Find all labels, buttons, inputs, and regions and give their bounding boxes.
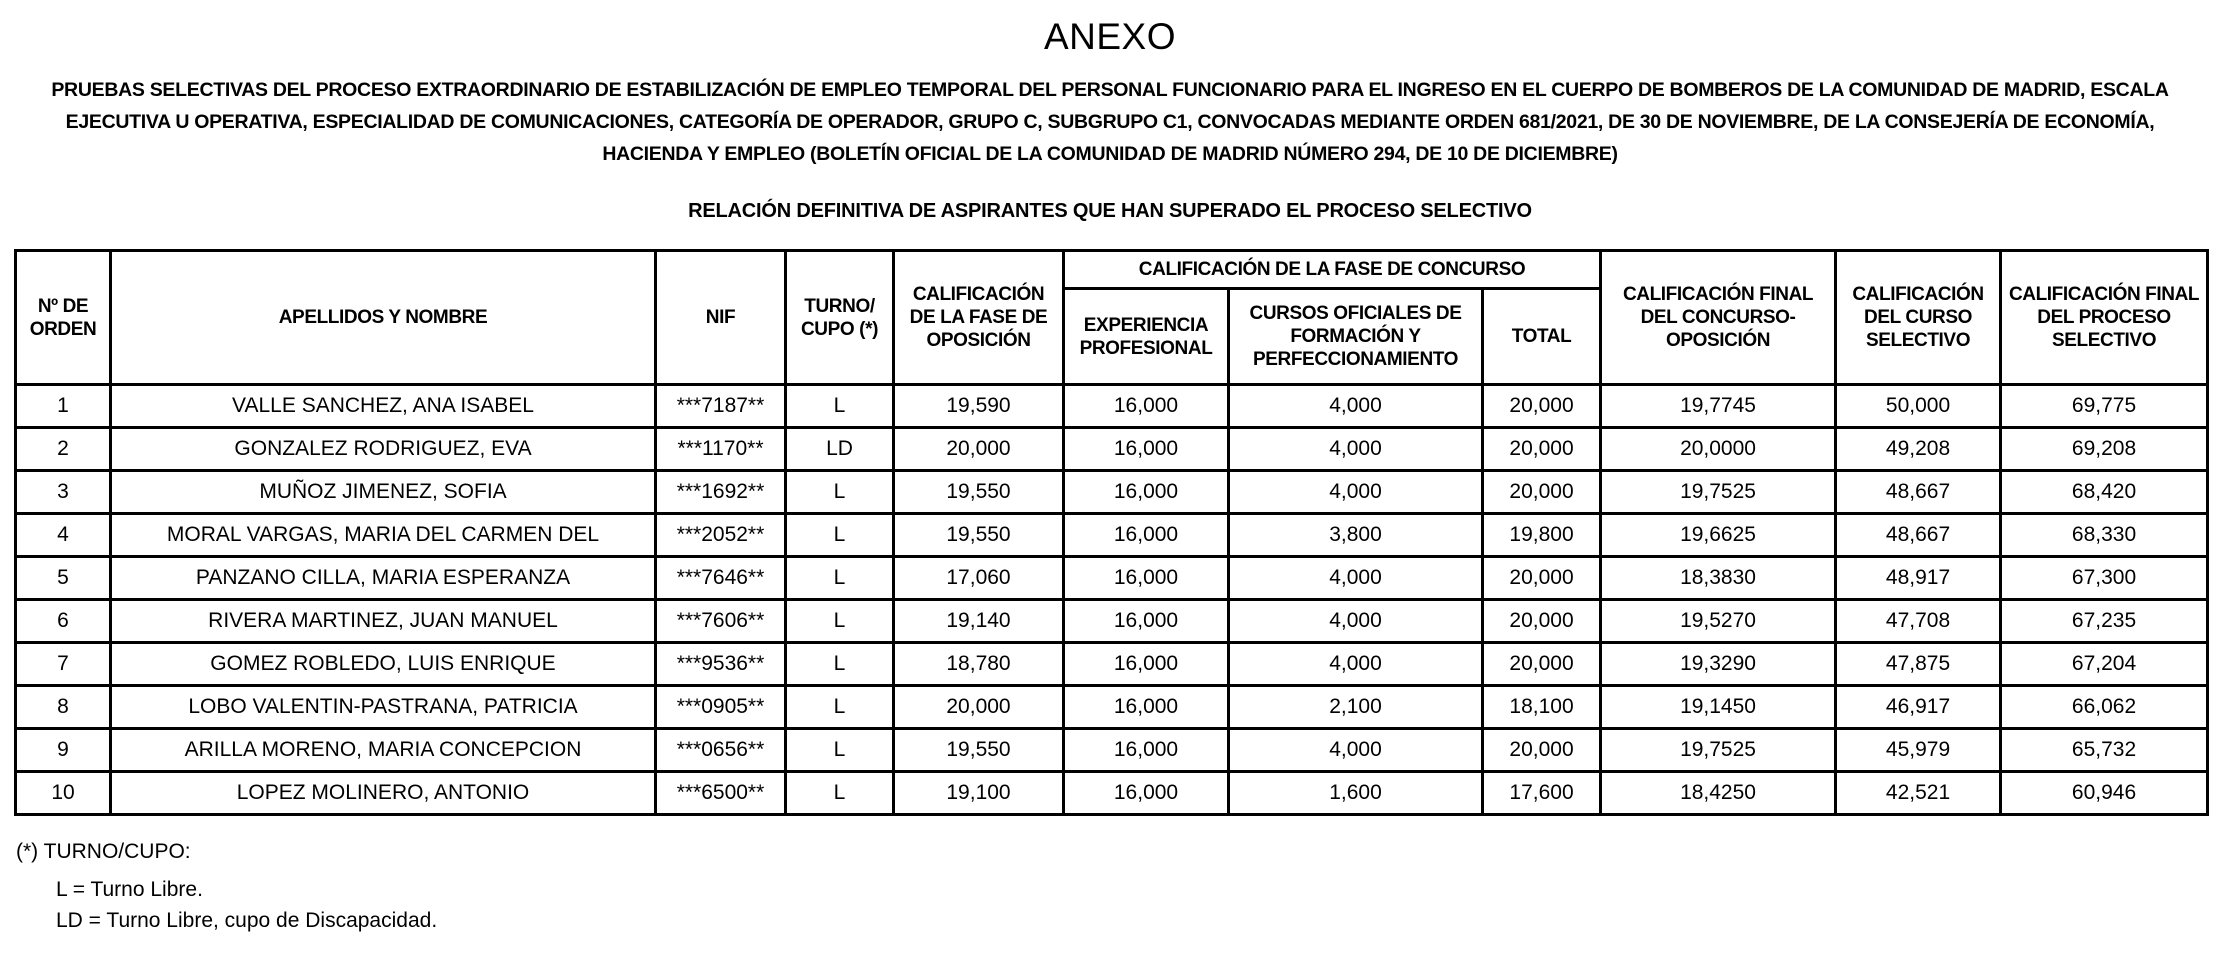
cell-curso-selectivo: 47,708	[1836, 600, 2001, 643]
cell-cursos: 4,000	[1229, 385, 1483, 428]
header-turno: TURNO/ CUPO (*)	[786, 251, 894, 385]
footnote-item-ld: LD = Turno Libre, cupo de Discapacidad.	[56, 909, 438, 932]
cell-total: 19,800	[1483, 514, 1601, 557]
header-final-concurso: CALIFICACIÓN FINAL DEL CONCURSO- OPOSICIÓN	[1601, 251, 1836, 385]
cell-turno: L	[786, 557, 894, 600]
results-table	[14, 249, 2209, 816]
cell-order: 6	[16, 600, 111, 643]
cell-order: 7	[16, 643, 111, 686]
cell-final-concurso: 19,7525	[1601, 471, 1836, 514]
cell-turno: L	[786, 729, 894, 772]
header-cursos: CURSOS OFICIALES DE FORMACIÓN Y PERFECCIONAMIENTO	[1229, 289, 1483, 385]
header-name: APELLIDOS Y NOMBRE	[111, 251, 656, 385]
document-subtitle: PRUEBAS SELECTIVAS DEL PROCESO EXTRAORDINARIO DE ESTABILIZACIÓN DE EMPLEO TEMPORAL DEL PERSONAL FUNCIONARIO PARA EL INGRESO EN EL CUERPO DE BOMBEROS DE LA COMUNIDAD DE MADRID, ESCALA EJECUTIVA U OPERATIVA, ESPECIALIDAD DE COMUNICACIONES, CATEGORÍA DE OPERADOR, GRUPO C, SUBGRUPO C1, CONVOCADAS MEDIANTE ORDEN 681/2021, DE 30 DE NOVIEMBRE, DE LA CONSEJERÍA DE ECONOMÍA, HACIENDA Y EMPLEO (BOLETÍN OFICIAL DE LA COMUNIDAD DE MADRID NÚMERO 294, DE 10 DE DICIEMBRE)	[51, 79, 2169, 165]
cell-experiencia: 16,000	[1064, 643, 1229, 686]
cell-curso-selectivo: 45,979	[1836, 729, 2001, 772]
cell-experiencia: 16,000	[1064, 471, 1229, 514]
section-heading: RELACIÓN DEFINITIVA DE ASPIRANTES QUE HAN SUPERADO EL PROCESO SELECTIVO	[688, 200, 1532, 222]
cell-oposicion: 17,060	[894, 557, 1064, 600]
cell-nif: ***9536**	[656, 643, 786, 686]
cell-final-concurso: 18,3830	[1601, 557, 1836, 600]
cell-order: 2	[16, 428, 111, 471]
results-tbody	[16, 385, 2208, 815]
cell-cursos: 4,000	[1229, 643, 1483, 686]
cell-cursos: 4,000	[1229, 600, 1483, 643]
cell-turno: L	[786, 600, 894, 643]
cell-final-concurso: 19,7745	[1601, 385, 1836, 428]
cell-turno: L	[786, 471, 894, 514]
cell-final-proceso: 65,732	[2001, 729, 2208, 772]
cell-curso-selectivo: 48,667	[1836, 471, 2001, 514]
cell-total: 20,000	[1483, 471, 1601, 514]
cell-total: 20,000	[1483, 428, 1601, 471]
cell-name: RIVERA MARTINEZ, JUAN MANUEL	[111, 600, 656, 643]
cell-total: 18,100	[1483, 686, 1601, 729]
footnotes	[16, 840, 2220, 936]
cell-name: MUÑOZ JIMENEZ, SOFIA	[111, 471, 656, 514]
cell-final-proceso: 60,946	[2001, 772, 2208, 815]
cell-curso-selectivo: 48,917	[1836, 557, 2001, 600]
cell-total: 20,000	[1483, 385, 1601, 428]
cell-nif: ***7606**	[656, 600, 786, 643]
table-row	[16, 643, 2208, 686]
cell-cursos: 4,000	[1229, 557, 1483, 600]
cell-final-proceso: 68,420	[2001, 471, 2208, 514]
cell-turno: L	[786, 643, 894, 686]
cell-experiencia: 16,000	[1064, 772, 1229, 815]
cell-name: ARILLA MORENO, MARIA CONCEPCION	[111, 729, 656, 772]
table-row	[16, 385, 2208, 428]
cell-order: 10	[16, 772, 111, 815]
cell-cursos: 4,000	[1229, 428, 1483, 471]
cell-nif: ***0905**	[656, 686, 786, 729]
cell-name: GOMEZ ROBLEDO, LUIS ENRIQUE	[111, 643, 656, 686]
cell-oposicion: 20,000	[894, 686, 1064, 729]
header-nif: NIF	[656, 251, 786, 385]
cell-oposicion: 19,550	[894, 514, 1064, 557]
cell-oposicion: 20,000	[894, 428, 1064, 471]
cell-cursos: 4,000	[1229, 729, 1483, 772]
cell-final-concurso: 18,4250	[1601, 772, 1836, 815]
cell-order: 9	[16, 729, 111, 772]
table-row	[16, 471, 2208, 514]
cell-final-concurso: 19,6625	[1601, 514, 1836, 557]
cell-total: 20,000	[1483, 643, 1601, 686]
cell-name: MORAL VARGAS, MARIA DEL CARMEN DEL	[111, 514, 656, 557]
cell-final-concurso: 19,1450	[1601, 686, 1836, 729]
cell-order: 4	[16, 514, 111, 557]
cell-oposicion: 19,550	[894, 729, 1064, 772]
cell-final-concurso: 19,7525	[1601, 729, 1836, 772]
cell-oposicion: 18,780	[894, 643, 1064, 686]
table-row	[16, 600, 2208, 643]
header-oposicion: CALIFICACIÓN DE LA FASE DE OPOSICIÓN	[894, 251, 1064, 385]
table-row	[16, 557, 2208, 600]
cell-curso-selectivo: 48,667	[1836, 514, 2001, 557]
cell-oposicion: 19,140	[894, 600, 1064, 643]
cell-nif: ***2052**	[656, 514, 786, 557]
cell-oposicion: 19,550	[894, 471, 1064, 514]
cell-turno: L	[786, 385, 894, 428]
cell-final-proceso: 67,204	[2001, 643, 2208, 686]
cell-final-proceso: 67,235	[2001, 600, 2208, 643]
cell-final-proceso: 69,775	[2001, 385, 2208, 428]
cell-final-concurso: 19,5270	[1601, 600, 1836, 643]
cell-total: 20,000	[1483, 557, 1601, 600]
cell-cursos: 3,800	[1229, 514, 1483, 557]
cell-cursos: 4,000	[1229, 471, 1483, 514]
cell-final-proceso: 68,330	[2001, 514, 2208, 557]
cell-experiencia: 16,000	[1064, 385, 1229, 428]
header-experiencia: EXPERIENCIA PROFESIONAL	[1064, 289, 1229, 385]
cell-curso-selectivo: 46,917	[1836, 686, 2001, 729]
table-row	[16, 514, 2208, 557]
cell-final-proceso: 67,300	[2001, 557, 2208, 600]
table-row	[16, 686, 2208, 729]
header-curso-selectivo: CALIFICACIÓN DEL CURSO SELECTIVO	[1836, 251, 2001, 385]
header-final-proceso: CALIFICACIÓN FINAL DEL PROCESO SELECTIVO	[2001, 251, 2208, 385]
cell-turno: L	[786, 686, 894, 729]
table-row	[16, 428, 2208, 471]
cell-name: VALLE SANCHEZ, ANA ISABEL	[111, 385, 656, 428]
cell-order: 1	[16, 385, 111, 428]
cell-cursos: 1,600	[1229, 772, 1483, 815]
cell-total: 20,000	[1483, 600, 1601, 643]
cell-final-proceso: 66,062	[2001, 686, 2208, 729]
cell-oposicion: 19,100	[894, 772, 1064, 815]
cell-experiencia: 16,000	[1064, 428, 1229, 471]
cell-curso-selectivo: 47,875	[1836, 643, 2001, 686]
table-row	[16, 772, 2208, 815]
cell-experiencia: 16,000	[1064, 686, 1229, 729]
cell-turno: L	[786, 514, 894, 557]
cell-total: 20,000	[1483, 729, 1601, 772]
cell-oposicion: 19,590	[894, 385, 1064, 428]
cell-order: 5	[16, 557, 111, 600]
cell-nif: ***0656**	[656, 729, 786, 772]
cell-nif: ***6500**	[656, 772, 786, 815]
header-concurso-group: CALIFICACIÓN DE LA FASE DE CONCURSO	[1064, 251, 1601, 289]
header-order: Nº DE ORDEN	[16, 251, 111, 385]
cell-nif: ***7187**	[656, 385, 786, 428]
cell-order: 3	[16, 471, 111, 514]
cell-nif: ***1692**	[656, 471, 786, 514]
cell-experiencia: 16,000	[1064, 514, 1229, 557]
cell-name: LOBO VALENTIN-PASTRANA, PATRICIA	[111, 686, 656, 729]
cell-final-concurso: 20,0000	[1601, 428, 1836, 471]
footnote-title: (*) TURNO/CUPO:	[16, 840, 191, 863]
cell-curso-selectivo: 49,208	[1836, 428, 2001, 471]
cell-name: GONZALEZ RODRIGUEZ, EVA	[111, 428, 656, 471]
table-row	[16, 729, 2208, 772]
cell-curso-selectivo: 42,521	[1836, 772, 2001, 815]
cell-experiencia: 16,000	[1064, 729, 1229, 772]
cell-turno: L	[786, 772, 894, 815]
cell-curso-selectivo: 50,000	[1836, 385, 2001, 428]
header-total: TOTAL	[1483, 289, 1601, 385]
cell-nif: ***1170**	[656, 428, 786, 471]
cell-experiencia: 16,000	[1064, 557, 1229, 600]
page-title: ANEXO	[1043, 16, 1177, 57]
cell-name: LOPEZ MOLINERO, ANTONIO	[111, 772, 656, 815]
cell-order: 8	[16, 686, 111, 729]
cell-final-concurso: 19,3290	[1601, 643, 1836, 686]
cell-turno: LD	[786, 428, 894, 471]
cell-cursos: 2,100	[1229, 686, 1483, 729]
cell-final-proceso: 69,208	[2001, 428, 2208, 471]
footnote-item-l: L = Turno Libre.	[56, 878, 203, 901]
cell-total: 17,600	[1483, 772, 1601, 815]
cell-nif: ***7646**	[656, 557, 786, 600]
cell-experiencia: 16,000	[1064, 600, 1229, 643]
cell-name: PANZANO CILLA, MARIA ESPERANZA	[111, 557, 656, 600]
